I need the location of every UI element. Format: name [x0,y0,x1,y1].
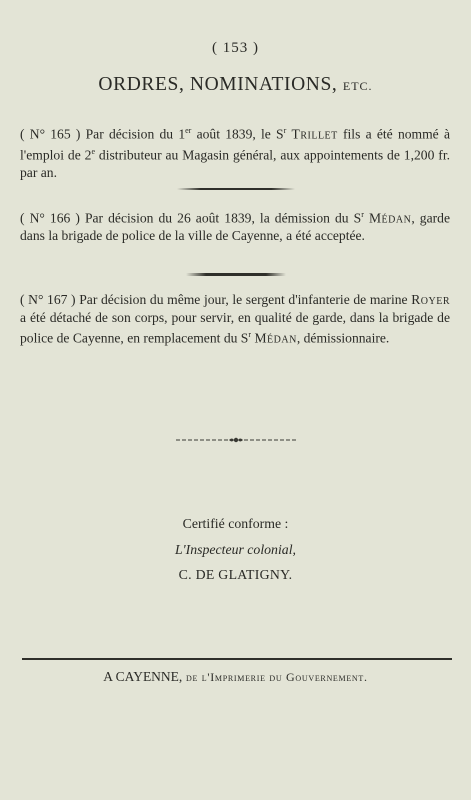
separator-rule [177,188,295,190]
signatory-name: C. DE GLATIGNY. [178,567,293,582]
person-name: Royer [411,292,450,307]
separator-rule [186,273,286,276]
page-title [0,74,471,96]
entry-166-text: ( N° 166 ) Par décision du 26 août 1839, la démission du $S^r$ Médan, garde dans la brigade de police de la ville de Cayenne, a été acceptée. [20,210,450,244]
inspector-title: L'Inspecteur colonial, [175,542,296,557]
person-name: Médan [254,330,297,346]
title-main: ORDRES, NOMINATIONS, [98,74,338,95]
entry-number: ( N° 165 ) [20,126,81,142]
page-number: ( 153 ) [212,40,259,56]
footer-rule [22,658,452,660]
person-name: Médan [368,210,412,226]
entry-167-text: ( N° 167 ) Par décision du même jour, le sergent d'infanterie de marine Royer a été détaché de son corps, pour servir, en qualité de garde, dans la brigade de police de Cayenne, en remplacement du $S^r$ Médan, démissionnaire. [20,292,450,346]
entry-number: ( N° 166 ) [20,210,80,226]
ornament-divider [176,436,296,444]
entry-number: ( N° 167 ) [20,292,76,307]
entry-165-text: ( N° 165 ) Par décision du 1er août 1839, le $S^r$ Trillet fils a été nommé à l'emploi de 2e distributeur au Magasin général, aux appointements de 1,200 fr. par an. [20,126,451,181]
imprint-line [0,669,471,685]
entry-166 [20,206,450,245]
imprint-place: A CAYENNE, [103,669,183,684]
entry-167 [20,291,450,347]
certification-line: Certifié conforme : [182,516,289,531]
person-name: Trillet [291,126,338,142]
title-etc: ETC. [342,79,373,93]
entry-165 [20,122,450,182]
imprint-printer: de l'Imprimerie du Gouvernement. [182,670,368,684]
